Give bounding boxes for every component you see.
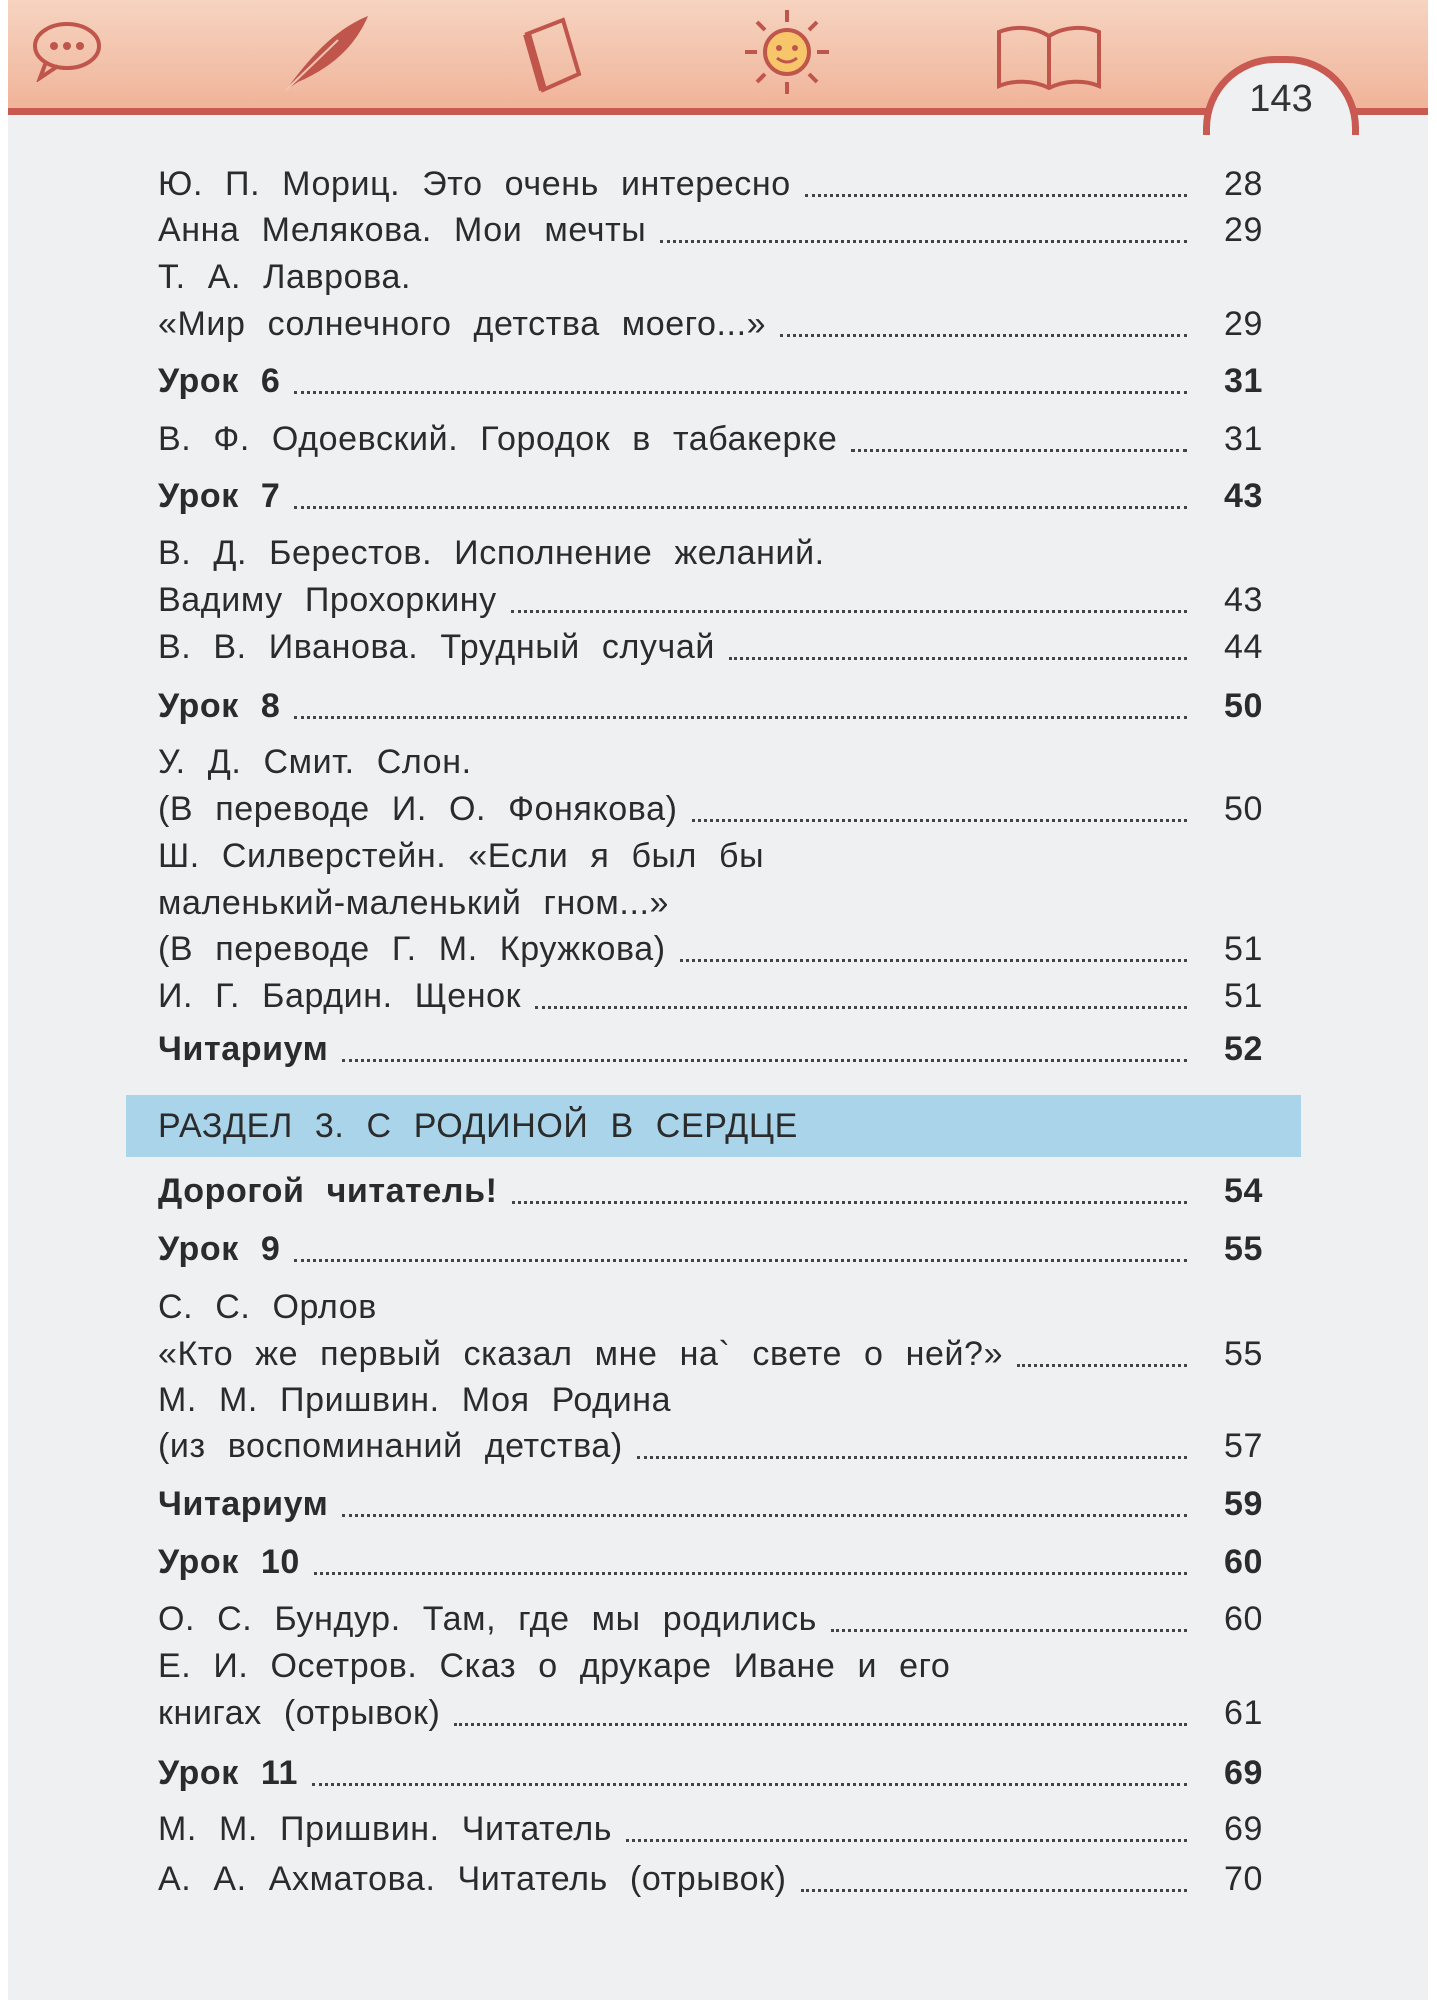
toc-entry bbox=[158, 1855, 1263, 1901]
toc-entry-page: 43 bbox=[1223, 477, 1263, 515]
toc-entry-title: Урок 10 bbox=[158, 1543, 300, 1581]
toc-entry-title: Урок 7 bbox=[158, 477, 281, 515]
toc-entry-page: 55 bbox=[1223, 1230, 1263, 1268]
toc-entry-page: 54 bbox=[1223, 1172, 1263, 1210]
toc-entry-title: Т. А. Лаврова. bbox=[158, 258, 412, 296]
toc-entry bbox=[158, 160, 1263, 206]
toc-entry bbox=[158, 623, 1263, 669]
toc-entry bbox=[158, 357, 1263, 403]
toc-entry-page: 60 bbox=[1223, 1543, 1263, 1581]
toc-entry bbox=[158, 529, 1263, 575]
dot-leader bbox=[692, 797, 1187, 822]
toc-entry-title: Урок 6 bbox=[158, 362, 281, 400]
dot-leader bbox=[511, 588, 1187, 613]
toc-entry bbox=[158, 415, 1263, 461]
toc-entry bbox=[158, 1805, 1263, 1851]
dot-leader bbox=[637, 1434, 1187, 1459]
toc-entry-title: Е. И. Осетров. Сказ о друкаре Иване и его bbox=[158, 1647, 951, 1685]
dot-leader bbox=[680, 937, 1187, 962]
toc-entry-page: 50 bbox=[1223, 687, 1263, 725]
toc-entry bbox=[158, 1167, 1263, 1213]
dot-leader bbox=[831, 1607, 1187, 1632]
toc-entry-title: Урок 9 bbox=[158, 1230, 281, 1268]
toc-entry bbox=[158, 1225, 1263, 1271]
toc-entry-title: Ш. Силверстейн. «Если я был бы bbox=[158, 837, 765, 875]
toc-entry-title: маленький-маленький гном...» bbox=[158, 884, 670, 922]
toc-entry bbox=[158, 738, 1263, 784]
toc-entry bbox=[158, 206, 1263, 252]
toc-entry-title: В. Ф. Одоевский. Городок в табакерке bbox=[158, 420, 838, 458]
toc-entry-page: 70 bbox=[1223, 1860, 1263, 1898]
dot-leader bbox=[780, 312, 1187, 337]
toc-entry-page: 69 bbox=[1223, 1810, 1263, 1848]
dot-leader bbox=[294, 1237, 1187, 1262]
toc-entry-title: «Кто же первый сказал мне на` свете о ней?» bbox=[158, 1335, 1004, 1373]
toc-entry-page: 50 bbox=[1223, 790, 1263, 828]
toc-entry bbox=[158, 1642, 1263, 1688]
dot-leader bbox=[801, 1867, 1187, 1892]
toc-entry bbox=[158, 925, 1263, 971]
dot-leader bbox=[342, 1492, 1187, 1517]
toc-entry-title: Анна Мелякова. Мои мечты bbox=[158, 211, 647, 249]
toc-entry-page: 55 bbox=[1223, 1335, 1263, 1373]
toc-entry-title: О. С. Бундур. Там, где мы родились bbox=[158, 1600, 817, 1638]
section-title: РАЗДЕЛ 3. С РОДИНОЙ В СЕРДЦЕ bbox=[158, 1107, 798, 1145]
toc-entry-page: 52 bbox=[1223, 1030, 1263, 1068]
toc-entry-title: М. М. Пришвин. Читатель bbox=[158, 1810, 613, 1848]
toc-entry-page: 60 bbox=[1223, 1600, 1263, 1638]
dot-leader bbox=[314, 1550, 1187, 1575]
dot-leader bbox=[512, 1179, 1187, 1204]
toc-entry bbox=[158, 472, 1263, 518]
toc-entry bbox=[158, 1538, 1263, 1584]
toc-entry-title: Вадиму Прохоркину bbox=[158, 581, 497, 619]
table-of-contents bbox=[8, 0, 1428, 2000]
toc-entry-page: 29 bbox=[1223, 305, 1263, 343]
toc-entry-page: 61 bbox=[1223, 1694, 1263, 1732]
toc-entry bbox=[158, 1689, 1263, 1735]
toc-entry-title: «Мир солнечного детства моего...» bbox=[158, 305, 767, 343]
toc-entry-page: 31 bbox=[1223, 362, 1263, 400]
toc-entry bbox=[158, 1749, 1263, 1795]
dot-leader bbox=[729, 635, 1187, 660]
toc-entry-title: Урок 8 bbox=[158, 687, 281, 725]
toc-entry bbox=[158, 1595, 1263, 1641]
dot-leader bbox=[805, 172, 1187, 197]
toc-entry bbox=[158, 1283, 1263, 1329]
toc-entry-page: 43 bbox=[1223, 581, 1263, 619]
toc-entry bbox=[158, 972, 1263, 1018]
dot-leader bbox=[1017, 1342, 1187, 1367]
dot-leader bbox=[454, 1701, 1187, 1726]
toc-entry-title: (В переводе И. О. Фонякова) bbox=[158, 790, 678, 828]
dot-leader bbox=[312, 1761, 1187, 1786]
toc-entry-title: М. М. Пришвин. Моя Родина bbox=[158, 1381, 672, 1419]
dot-leader bbox=[294, 694, 1187, 719]
toc-entry-page: 59 bbox=[1223, 1485, 1263, 1523]
toc-entry bbox=[158, 682, 1263, 728]
toc-entry-page: 51 bbox=[1223, 930, 1263, 968]
toc-entry bbox=[158, 1376, 1263, 1422]
toc-entry-page: 57 bbox=[1223, 1427, 1263, 1465]
toc-entry-title: Дорогой читатель! bbox=[158, 1172, 498, 1210]
dot-leader bbox=[535, 984, 1187, 1009]
dot-leader bbox=[626, 1817, 1187, 1842]
toc-entry bbox=[158, 300, 1263, 346]
toc-entry bbox=[158, 1480, 1263, 1526]
toc-entry-title: В. Д. Берестов. Исполнение желаний. bbox=[158, 534, 825, 572]
toc-entry-title: И. Г. Бардин. Щенок bbox=[158, 977, 522, 1015]
toc-entry-title: В. В. Иванова. Трудный случай bbox=[158, 628, 715, 666]
toc-entry-page: 31 bbox=[1223, 420, 1263, 458]
toc-entry-page: 29 bbox=[1223, 211, 1263, 249]
dot-leader bbox=[851, 427, 1187, 452]
toc-entry bbox=[158, 879, 1263, 925]
toc-entry bbox=[158, 1330, 1263, 1376]
toc-entry-title: А. А. Ахматова. Читатель (отрывок) bbox=[158, 1860, 787, 1898]
dot-leader bbox=[294, 484, 1187, 509]
book-page bbox=[8, 0, 1428, 2000]
toc-entry bbox=[158, 253, 1263, 299]
toc-entry-title: (из воспоминаний детства) bbox=[158, 1427, 623, 1465]
toc-entry bbox=[158, 576, 1263, 622]
toc-entry-title: С. С. Орлов bbox=[158, 1288, 377, 1326]
toc-entry bbox=[158, 785, 1263, 831]
toc-entry-title: Ю. П. Мориц. Это очень интересно bbox=[158, 165, 791, 203]
toc-entry-title: книгах (отрывок) bbox=[158, 1694, 441, 1732]
toc-entry-title: Читариум bbox=[158, 1485, 329, 1523]
toc-entry-title: У. Д. Смит. Слон. bbox=[158, 743, 472, 781]
toc-entry-page: 51 bbox=[1223, 977, 1263, 1015]
dot-leader bbox=[342, 1037, 1187, 1062]
toc-entry-page: 69 bbox=[1223, 1754, 1263, 1792]
toc-entry bbox=[158, 1025, 1263, 1071]
toc-entry-title: Читариум bbox=[158, 1030, 329, 1068]
toc-entry-title: (В переводе Г. М. Кружкова) bbox=[158, 930, 666, 968]
toc-entry bbox=[158, 1422, 1263, 1468]
dot-leader bbox=[294, 369, 1187, 394]
page-number: 143 bbox=[1203, 56, 1359, 135]
toc-entry bbox=[158, 832, 1263, 878]
dot-leader bbox=[660, 218, 1187, 243]
toc-entry-page: 28 bbox=[1223, 165, 1263, 203]
toc-entry-title: Урок 11 bbox=[158, 1754, 298, 1792]
toc-entry-page: 44 bbox=[1223, 628, 1263, 666]
